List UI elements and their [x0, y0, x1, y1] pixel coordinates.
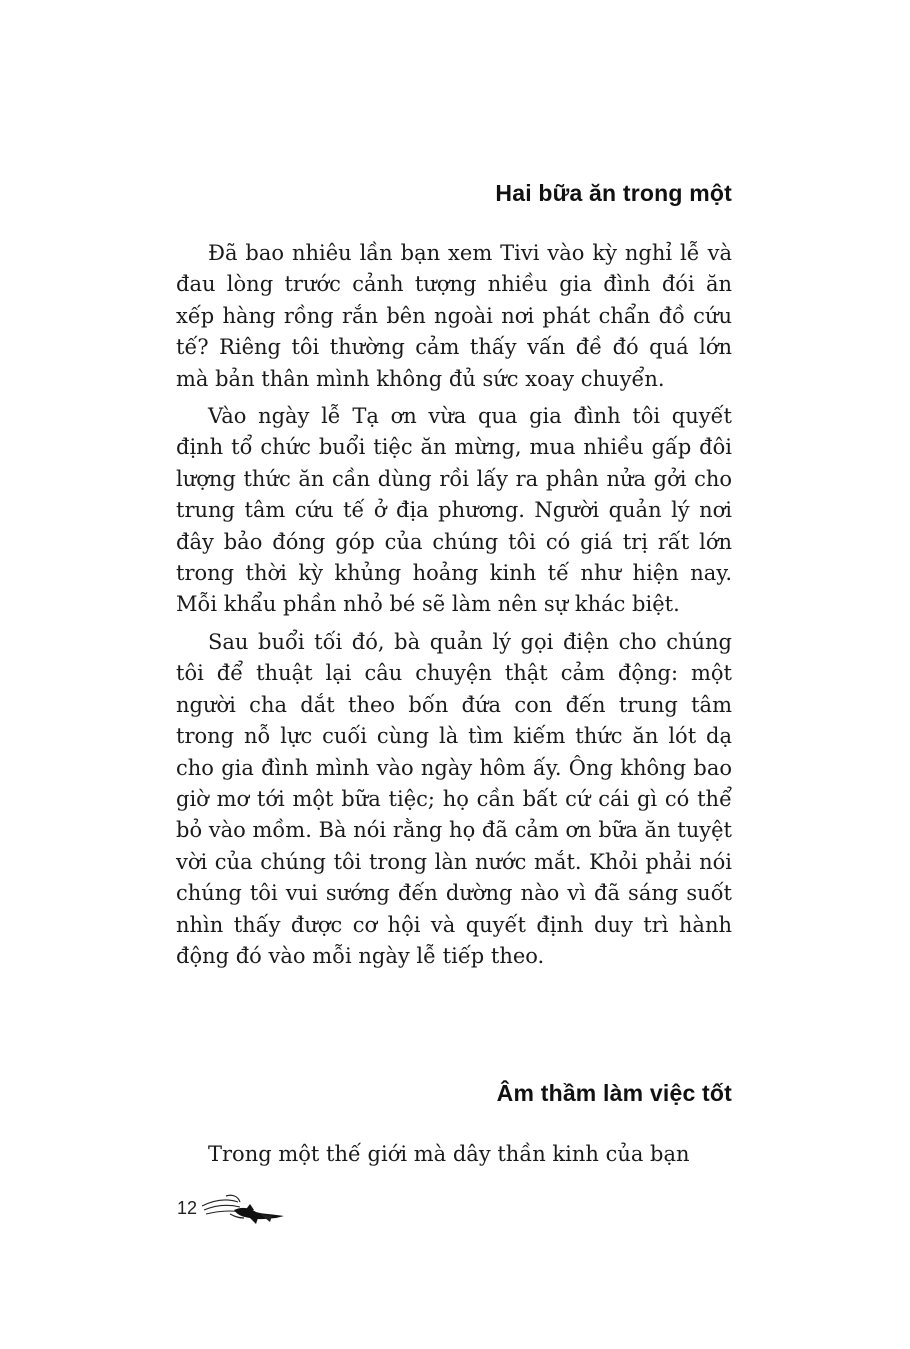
paragraph: Vào ngày lễ Tạ ơn vừa qua gia đình tôi quyết định tổ chức buổi tiệc ăn mừng, mua nhiều gấp đôi lượng thức ăn cần dùng rồi lấy ra phân nửa gởi cho trung tâm cứu tế ở địa phương. Người quản lý nơi đây bảo đóng góp của chúng tôi có giá trị rất lớn trong thời kỳ khủng hoảng kinh tế như hiện nay. Mỗi khẩu phần nhỏ bé sẽ làm nên sự khác biệt.	[176, 404, 732, 617]
paragraph: Sau buổi tối đó, bà quản lý gọi điện cho chúng tôi để thuật lại câu chuyện thật cảm động: một người cha dắt theo bốn đứa con đến trung tâm trong nỗ lực cuối cùng là tìm kiếm thức ăn lót dạ cho gia đình mình vào ngày hôm ấy. Ông không bao giờ mơ tới một bữa tiệc; họ cần bất cứ cái gì có thể bỏ vào mồm. Bà nói rằng họ đã cảm ơn bữa ăn tuyệt vời của chúng tôi trong làn nước mắt. Khỏi phải nói chúng tôi vui sướng đến dường nào vì đã sáng suốt nhìn thấy được cơ hội và quyết định duy trì hành động đó vào mỗi ngày lễ tiếp theo.	[176, 629, 732, 968]
bird-feather-ornament-icon	[200, 1190, 286, 1230]
section-title: Hai bữa ăn trong một	[495, 180, 732, 206]
section-body	[176, 238, 732, 972]
paragraph: Trong một thế giới mà dây thần kinh của bạn	[208, 1142, 690, 1166]
page-number: 12	[177, 1198, 198, 1218]
section-title: Âm thầm làm việc tốt	[496, 1080, 732, 1106]
section-body	[176, 1139, 732, 1170]
paragraph: Đã bao nhiêu lần bạn xem Tivi vào kỳ nghỉ lễ và đau lòng trước cảnh tượng nhiều gia đình đói ăn xếp hàng rồng rắn bên ngoài nơi phát chẩn đồ cứu tế? Riêng tôi thường cảm thấy vấn đề đó quá lớn mà bản thân mình không đủ sức xoay chuyển.	[176, 241, 732, 391]
